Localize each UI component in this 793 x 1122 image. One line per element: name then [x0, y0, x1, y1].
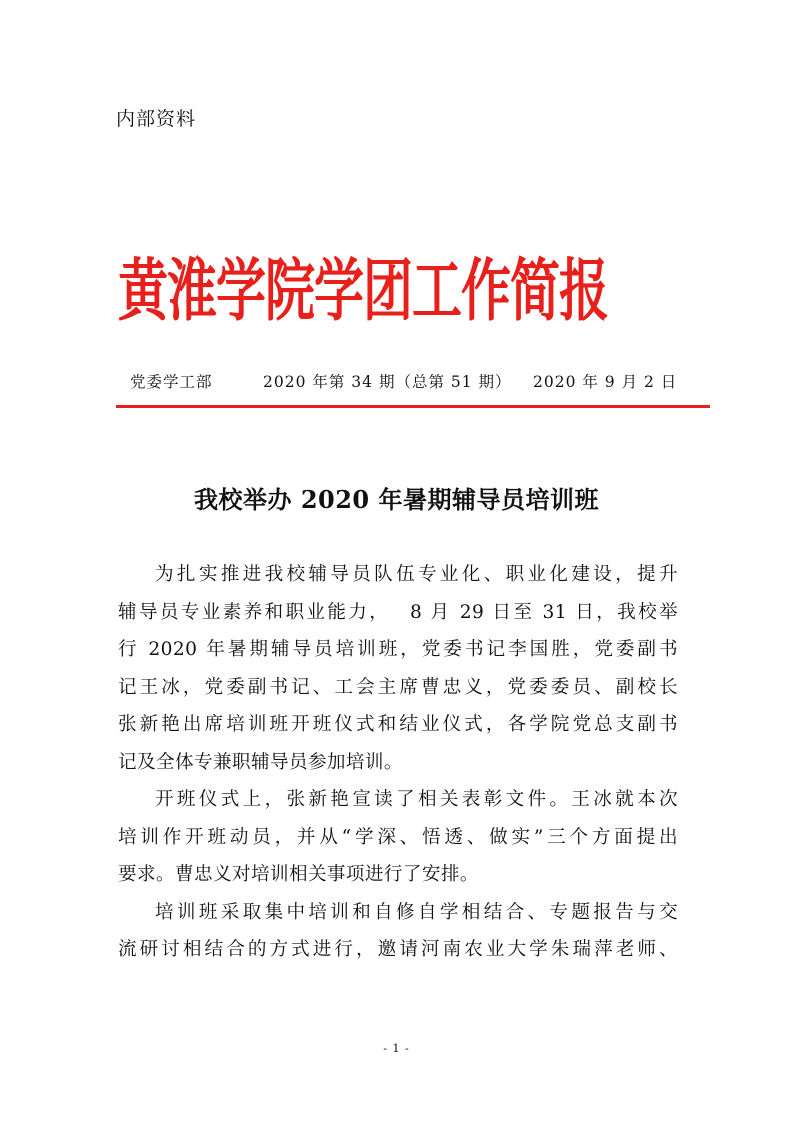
- text-line: 开班仪式上，张新艳宣读了相关表彰文件。王冰就本次: [155, 789, 678, 810]
- masthead-title: 黄淮学院学团工作简报: [118, 250, 608, 331]
- issue-meta-row: [130, 370, 678, 394]
- red-divider-line: [116, 405, 710, 408]
- text-line: 流研讨相结合的方式进行，邀请河南农业大学朱瑞萍老师、: [118, 939, 678, 960]
- text-line: 为扎实推进我校辅导员队伍专业化、职业化建设，提升: [155, 564, 678, 585]
- department-label: 党委学工部: [130, 373, 213, 391]
- article-body: [118, 556, 678, 969]
- paragraph-3: [118, 894, 678, 969]
- text-line: 张新艳出席培训班开班仪式和结业仪式，各学院党总支副书: [118, 714, 678, 735]
- text-line: 行 2020 年暑期辅导员培训班，党委书记李国胜，党委副书: [118, 639, 678, 660]
- text-line: 记王冰，党委副书记、工会主席曹忠义，党委委员、副校长: [118, 676, 678, 698]
- issue-number: 2020 年第 34 期（总第 51 期）: [263, 373, 512, 391]
- article-title: 我校举办 2020 年暑期辅导员培训班: [193, 485, 599, 514]
- issue-date: 2020 年 9 月 2 日: [533, 373, 678, 391]
- paragraph-2: [118, 781, 678, 894]
- classification-label: 内部资料: [116, 108, 197, 130]
- text-line: 培训作开班动员，并从“学深、悟透、做实”三个方面提出: [118, 826, 678, 848]
- text-line: 培训班采取集中培训和自修自学相结合、专题报告与交: [155, 901, 678, 923]
- text-line: 记及全体专兼职辅导员参加培训。: [118, 751, 403, 773]
- page-number: - 1 -: [383, 1042, 410, 1055]
- text-line: 要求。曹忠义对培训相关事项进行了安排。: [118, 864, 479, 885]
- text-line: 辅导员专业素养和职业能力， 8 月 29 日至 31 日，我校举: [118, 601, 678, 623]
- paragraph-1: [118, 556, 678, 781]
